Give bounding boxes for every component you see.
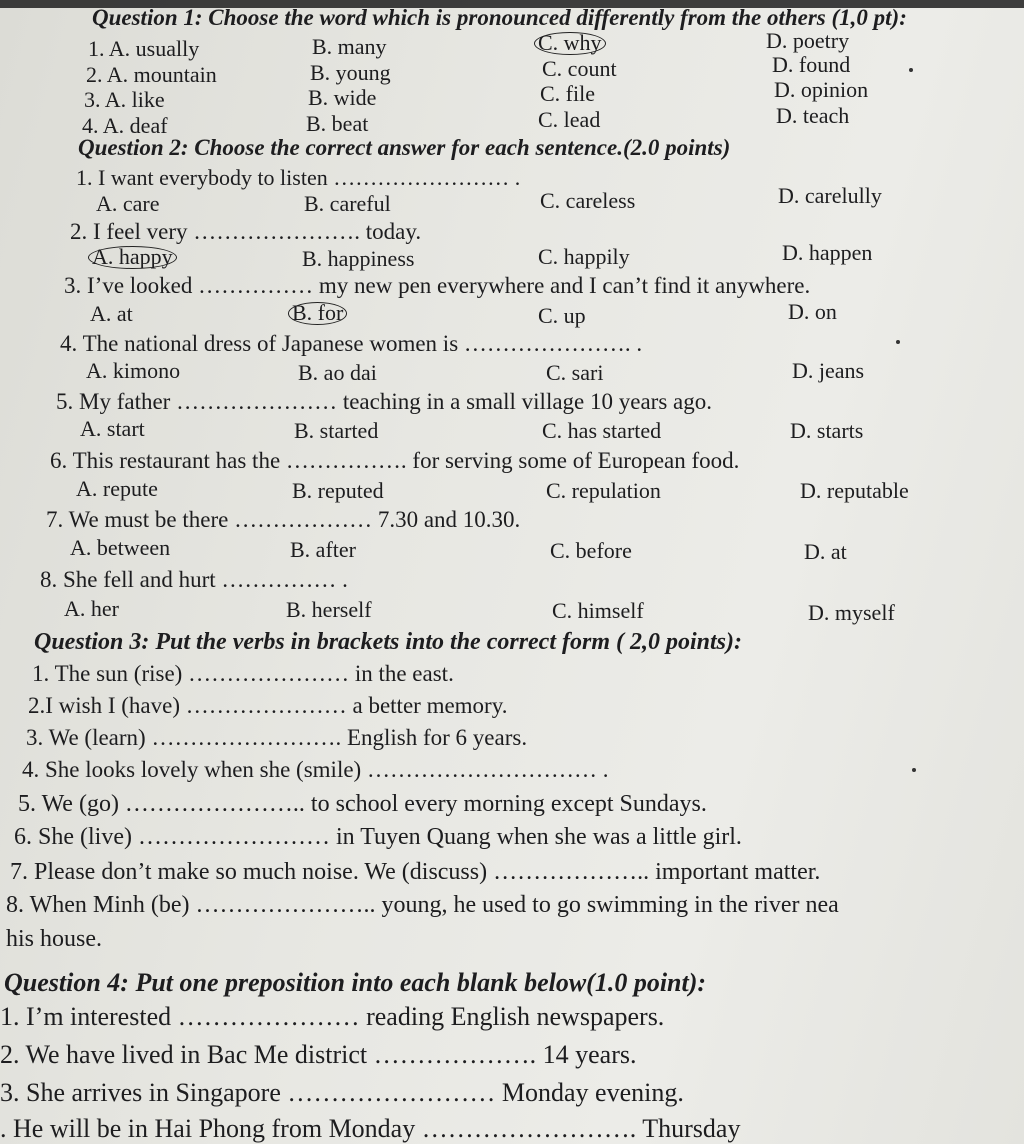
q3-item-6: 6. She (live) …………………… in Tuyen Quang when she was a little girl. (14, 824, 742, 850)
q2-4-c: C. sari (546, 360, 604, 385)
q2-8-b: B. herself (286, 597, 372, 622)
q2-2-d: D. happen (782, 240, 873, 265)
q2-7-a: A. between (70, 535, 171, 560)
q3-item-7: 7. Please don’t make so much noise. We (discuss) ……………….. important matter. (10, 859, 821, 885)
q1-r3-a: 3. A. like (84, 87, 165, 112)
q2-8-c: C. himself (552, 598, 644, 623)
question-2-title: Question 2: Choose the correct answer for each sentence.(2.0 points) (78, 135, 731, 160)
ink-mark (909, 68, 913, 72)
ink-mark (912, 768, 916, 772)
q2-3-a: A. at (90, 301, 133, 326)
q2-4-b: B. ao dai (298, 360, 377, 385)
q3-item-8: 8. When Minh (be) ………………….. young, he used to go swimming in the river nea (6, 892, 839, 918)
question-4-title: Question 4: Put one preposition into each blank below(1.0 point): (4, 968, 707, 997)
q3-item-3: 3. We (learn) ……………………. English for 6 years. (26, 725, 528, 750)
q2-5-c: C. has started (542, 418, 662, 443)
q1-r4-b: B. beat (306, 111, 369, 136)
q4-item-1: 1. I’m interested ………………… reading English newspapers. (0, 1002, 665, 1031)
q1-r2-b: B. young (310, 60, 391, 85)
q4-item-3: 3. She arrives in Singapore …………………… Monday evening. (0, 1078, 684, 1107)
q2-item-6-stem: 6. This restaurant has the ……………. for serving some of European food. (50, 448, 740, 473)
q1-r1-b: B. many (312, 34, 387, 59)
q2-1-d: D. carelully (778, 183, 882, 208)
q2-6-b: B. reputed (292, 478, 384, 503)
q2-8-d: D. myself (808, 600, 895, 625)
q1-r3-b: B. wide (308, 85, 377, 110)
q1-r1-a: 1. A. usually (88, 36, 200, 61)
q3-item-8-cont: his house. (6, 926, 102, 952)
question-1-title: Question 1: Choose the word which is pronounced differently from the others (1,0 pt): (92, 5, 907, 30)
question-3-title: Question 3: Put the verbs in brackets into the correct form ( 2,0 points): (34, 629, 742, 655)
q2-1-b: B. careful (304, 191, 391, 216)
q2-1-a: A. care (96, 191, 160, 216)
q3-item-2: 2.I wish I (have) ………………… a better memory. (28, 693, 508, 718)
q1-r4-d: D. teach (776, 103, 850, 128)
q1-r3-c: C. file (540, 81, 595, 106)
q2-8-a: A. her (64, 596, 119, 621)
q2-7-c: C. before (550, 538, 632, 563)
answer-circle: B. for (288, 302, 347, 325)
q2-1-c: C. careless (540, 188, 636, 213)
q1-r1-c (534, 32, 606, 55)
q2-4-a: A. kimono (86, 358, 181, 383)
q2-item-5-stem: 5. My father ………………… teaching in a small village 10 years ago. (56, 389, 712, 414)
q1-r3-d: D. opinion (774, 77, 869, 102)
q2-5-b: B. started (294, 418, 379, 443)
q2-2-a (88, 246, 177, 269)
q2-6-d: D. reputable (800, 478, 909, 503)
q2-2-b: B. happiness (302, 246, 415, 271)
q2-5-d: D. starts (790, 418, 864, 443)
q3-item-1: 1. The sun (rise) ………………… in the east. (32, 661, 454, 686)
q2-6-a: A. repute (76, 476, 158, 501)
q3-item-4: 4. She looks lovely when she (smile) ………………………… . (22, 757, 609, 782)
q3-item-5: 5. We (go) ………………….. to school every morning except Sundays. (18, 791, 707, 817)
q2-item-1-stem: 1. I want everybody to listen …………………… . (76, 165, 521, 190)
q2-3-c: C. up (538, 303, 586, 328)
q2-3-d: D. on (788, 299, 837, 324)
q2-item-3-stem: 3. I’ve looked …………… my new pen everywhere and I can’t find it anywhere. (64, 273, 811, 298)
q1-r2-d: D. found (772, 52, 851, 77)
q1-r2-c: C. count (542, 56, 617, 81)
q2-item-4-stem: 4. The national dress of Japanese women is …………………. . (60, 331, 643, 356)
q1-r4-a: 4. A. deaf (82, 113, 168, 138)
q2-item-7-stem: 7. We must be there ……………… 7.30 and 10.30. (46, 507, 521, 532)
q1-r4-c: C. lead (538, 107, 601, 132)
q2-7-d: D. at (804, 539, 847, 564)
q2-item-2-stem: 2. I feel very …………………. today. (70, 219, 422, 244)
ink-mark (896, 340, 900, 344)
q2-6-c: C. repulation (546, 478, 661, 503)
q1-r2-a: 2. A. mountain (86, 62, 217, 87)
q2-5-a: A. start (80, 416, 145, 441)
q1-r1-d: D. poetry (766, 28, 850, 53)
answer-circle: C. why (534, 32, 606, 55)
q2-2-c: C. happily (538, 244, 630, 269)
answer-circle: A. happy (88, 246, 177, 269)
q2-7-b: B. after (290, 537, 356, 562)
q2-4-d: D. jeans (792, 358, 865, 383)
q4-item-4: . He will be in Hai Phong from Monday ……………………. Thursday (0, 1114, 741, 1143)
q4-item-2: 2. We have lived in Bac Me district ………………. 14 years. (0, 1040, 637, 1069)
q2-item-8-stem: 8. She fell and hurt …………… . (40, 567, 348, 592)
q2-3-b (288, 302, 347, 325)
